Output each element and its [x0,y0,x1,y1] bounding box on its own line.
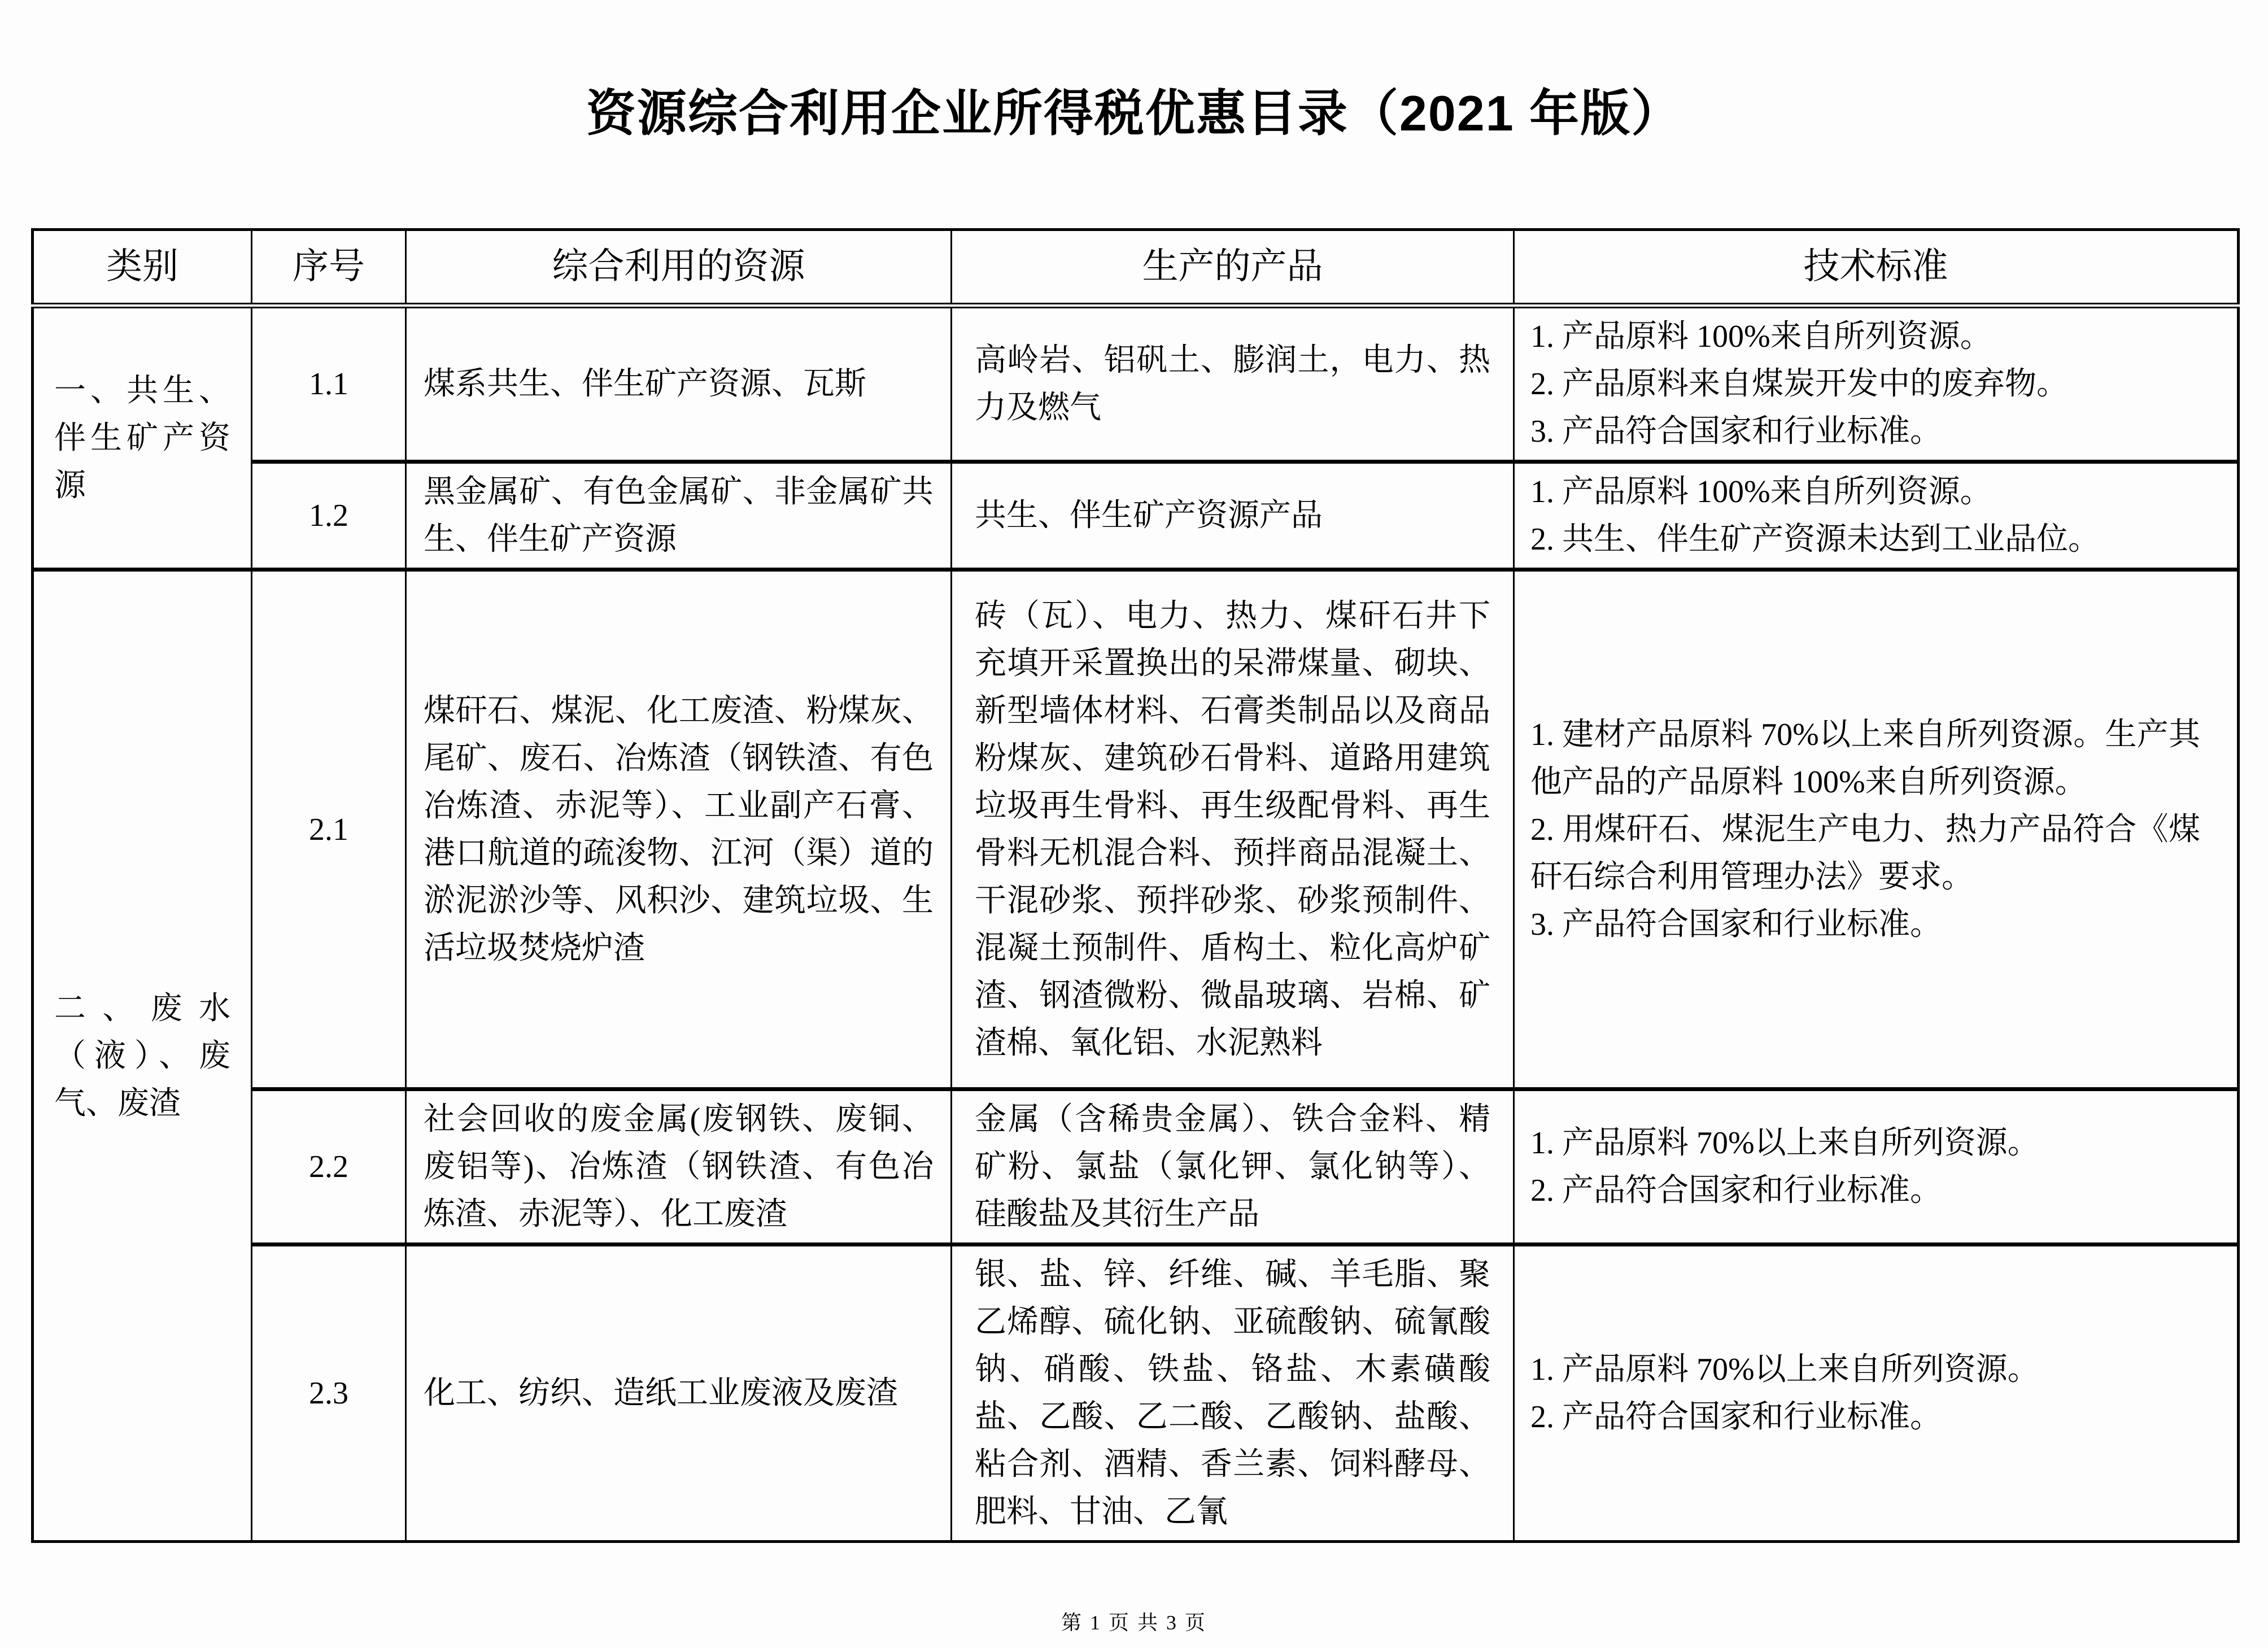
serial-cell: 2.3 [252,1245,406,1542]
standard-item: 3. 产品符合国家和行业标准。 [1530,906,1942,942]
table-row [33,1089,2239,1245]
resources-cell: 黑金属矿、有色金属矿、非金属矿共生、伴生矿产资源 [406,462,952,570]
header-standards: 技术标准 [1514,229,2239,306]
header-resources: 综合利用的资源 [406,229,952,306]
products-cell: 砖（瓦）、电力、热力、煤矸石井下充填开采置换出的呆滞煤量、砌块、新型墙体材料、石膏类制品以及商品粉煤灰、建筑砂石骨料、道路用建筑垃圾再生骨料、再生级配骨料、再生骨料无机混合料、预拌商品混凝土、干混砂浆、预拌砂浆、砂浆预制件、混凝土预制件、盾构土、粒化高炉矿渣、钢渣微粉、微晶玻璃、岩棉、矿渣棉、氧化铝、水泥熟料 [952,570,1514,1089]
header-products: 生产的产品 [952,229,1514,306]
products-cell: 高岭岩、铝矾土、膨润土，电力、热力及燃气 [952,306,1514,462]
standards-cell [1514,1245,2239,1542]
table-row [33,570,2239,1089]
standard-item: 1. 产品原料 100%来自所列资源。 [1530,319,1992,355]
standards-cell [1514,306,2239,462]
table-row [33,306,2239,462]
standard-item: 2. 产品符合国家和行业标准。 [1530,1173,1942,1209]
standards-cell [1514,462,2239,570]
standards-cell [1514,1089,2239,1245]
header-category: 类别 [33,229,252,306]
standard-item: 1. 产品原料 100%来自所列资源。 [1530,474,1992,510]
standard-item: 2. 共生、伴生矿产资源未达到工业品位。 [1530,522,2100,557]
products-cell: 银、盐、锌、纤维、碱、羊毛脂、聚乙烯醇、硫化钠、亚硫酸钠、硫氰酸钠、硝酸、铁盐、铬盐、木素磺酸盐、乙酸、乙二酸、乙酸钠、盐酸、粘合剂、酒精、香兰素、饲料酵母、肥料、甘油、乙氰 [952,1245,1514,1542]
products-cell: 金属（含稀贵金属）、铁合金料、精矿粉、氯盐（氯化钾、氯化钠等）、硅酸盐及其衍生产品 [952,1089,1514,1245]
header-row [33,229,2239,306]
serial-cell: 2.1 [252,570,406,1089]
resources-cell: 煤矸石、煤泥、化工废渣、粉煤灰、尾矿、废石、冶炼渣（钢铁渣、有色冶炼渣、赤泥等）、工业副产石膏、港口航道的疏浚物、江河（渠）道的淤泥淤沙等、风积沙、建筑垃圾、生活垃圾焚烧炉渣 [406,570,952,1089]
page-title: 资源综合利用企业所得税优惠目录（2021 年版） [586,85,1682,141]
serial-cell: 1.1 [252,306,406,462]
category-cell: 二、废水（液）、废气、废渣 [33,570,252,1542]
resources-cell: 煤系共生、伴生矿产资源、瓦斯 [406,306,952,462]
resources-cell: 化工、纺织、造纸工业废液及废渣 [406,1245,952,1542]
header-serial: 序号 [252,229,406,306]
standard-item: 2. 产品原料来自煤炭开发中的废弃物。 [1530,367,2068,402]
page-footer: 第 1 页 共 3 页 [1061,1611,1207,1634]
standard-item: 2. 用煤矸石、煤泥生产电力、热力产品符合《煤矸石综合利用管理办法》要求。 [1530,812,2200,895]
standard-item: 1. 建材产品原料 70%以上来自所列资源。生产其他产品的产品原料 100%来自所列资源。 [1530,717,2200,800]
standard-item: 2. 产品符合国家和行业标准。 [1530,1400,1942,1435]
standard-item: 1. 产品原料 70%以上来自所列资源。 [1530,1126,2039,1161]
standards-cell [1514,570,2239,1089]
category-cell: 一、共生、伴生矿产资源 [33,306,252,570]
table-row [33,1245,2239,1542]
products-cell: 共生、伴生矿产资源产品 [952,462,1514,570]
standard-item: 1. 产品原料 70%以上来自所列资源。 [1530,1352,2039,1388]
table-row [33,462,2239,570]
standard-item: 3. 产品符合国家和行业标准。 [1530,414,1942,450]
resources-cell: 社会回收的废金属(废钢铁、废铜、废铝等)、冶炼渣（钢铁渣、有色冶炼渣、赤泥等）、化工废渣 [406,1089,952,1245]
serial-cell: 1.2 [252,462,406,570]
serial-cell: 2.2 [252,1089,406,1245]
catalog-table [31,228,2240,1544]
